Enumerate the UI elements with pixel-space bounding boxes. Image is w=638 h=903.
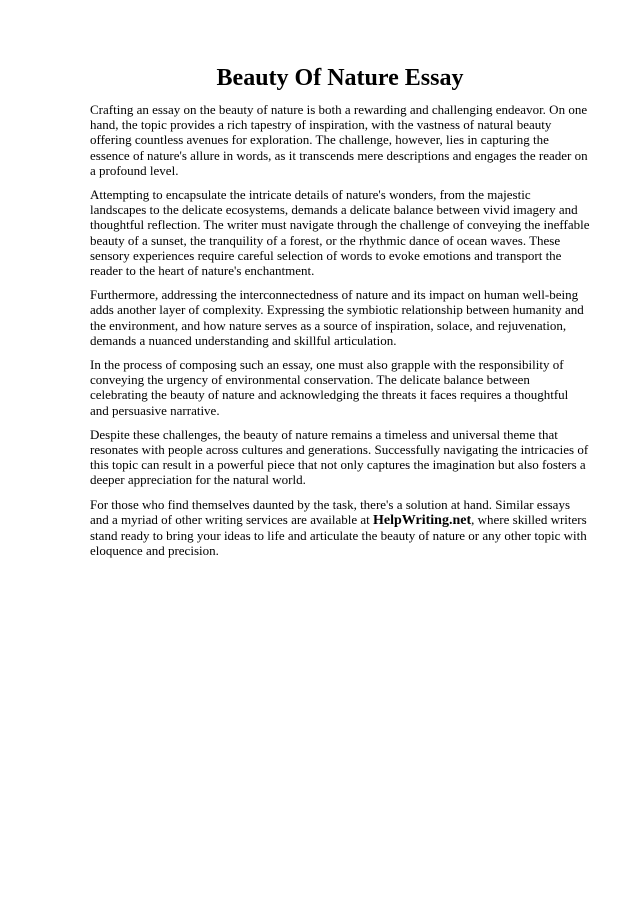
paragraph-intro: Crafting an essay on the beauty of nature is both a rewarding and challenging endeavor. On one hand, the topic provides a rich tapestry of inspiration, with the vastness of natural beauty offering countless avenues for exploration. The challenge, however, lies in capturing the essence of nature's allure in words, as it transcends mere descriptions and engages the reader on a profound level. [90, 102, 588, 178]
document-title: Beauty Of Nature Essay [216, 65, 464, 91]
paragraph-challenges: Despite these challenges, the beauty of nature remains a timeless and universal theme that resonates with people across cultures and generations. Successfully navigating the intricacies of this topic can result in a powerful piece that not only captures the imagination but also fosters a deeper appreciation for the natural world. [90, 426, 589, 488]
brand-name: HelpWriting.net [373, 512, 472, 528]
paragraph-details: Attempting to encapsulate the intricate details of nature's wonders, from the majestic landscapes to the delicate ecosystems, demands a delicate balance between vivid imagery and thoughtful reflection. The writer must navigate through the challenge of conveying the ineffable beauty of a sunset, the tranquility of a forest, or the rhythmic dance of ocean waves. These sensory experiences require careful selection of words to evoke emotions and transport the reader to the heart of nature's enchantment. [90, 187, 590, 279]
closing-text-after: , where skilled writers stand ready to bring your ideas to life and articulate the beauty of nature or any other topic with eloquence and precision. [90, 511, 587, 559]
closing-text-before: For those who find themselves daunted by the task, there's a solution at hand. Similar essays and a myriad of other writing services are available at [90, 496, 571, 527]
paragraph-conservation: In the process of composing such an essay, one must also grapple with the responsibility of conveying the urgency of environmental conservation. The delicate balance between celebrating the beauty of nature and acknowledging the threats it faces requires a thoughtful and persuasive narrative. [90, 357, 569, 418]
paragraph-closing [90, 497, 590, 559]
paragraph-interconnectedness: Furthermore, addressing the interconnectedness of nature and its impact on human well-being adds another layer of complexity. Expressing the symbiotic relationship between humanity and the environment, and how nature serves as a source of inspiration, solace, and rejuvenation, demands a nuanced understanding and skillful articulation. [90, 287, 584, 348]
